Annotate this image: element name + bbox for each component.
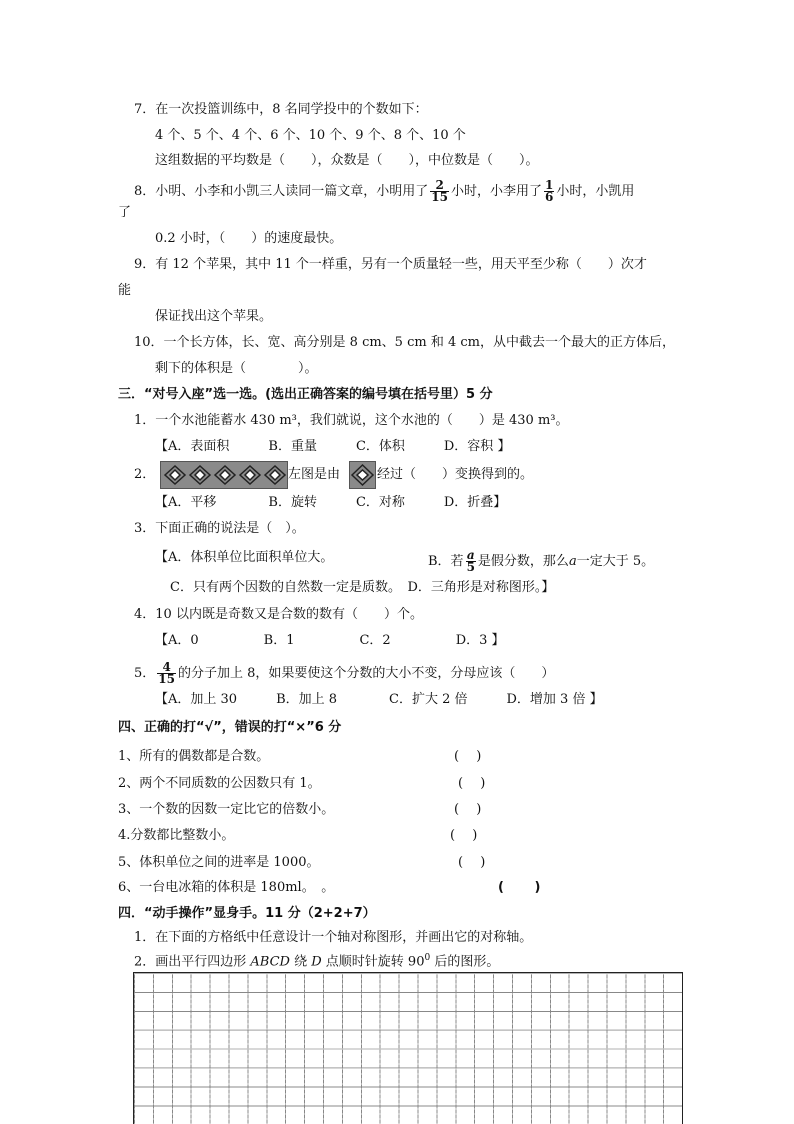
tf-answer-3[interactable]: ( ) — [454, 802, 482, 817]
tf-item-6: 6、一台电冰箱的体积是 180ml。 。 — [118, 880, 335, 895]
fraction-2-15 — [430, 180, 449, 203]
q9-line2: 保证找出这个苹果。 — [155, 309, 273, 324]
sec3-q5 — [134, 662, 554, 685]
q7-question: 这组数据的平均数是（ ），众数是（ ），中位数是（ ）。 — [155, 153, 539, 168]
sec3-q2-post: 经过（ ）变换得到的。 — [377, 467, 534, 482]
item2-text-b: 绕 — [289, 954, 312, 970]
section4-heading: 四、正确的打“√”，错误的打“×”6 分 — [118, 720, 342, 735]
optionB-text-c: 一定大于 5。 — [576, 554, 655, 569]
degree-superscript: 0 — [424, 953, 431, 963]
section5-heading: 四．“动手操作”显身手。11 分（2+2+7） — [118, 906, 376, 921]
tf-answer-2[interactable]: ( ) — [458, 776, 486, 791]
q7-data: 4 个、5 个、4 个、6 个、10 个、9 个、8 个、10 个 — [155, 128, 466, 143]
fraction-a-5 — [466, 550, 476, 573]
item2-var-d: D — [311, 954, 322, 970]
fraction-4-15 — [157, 662, 176, 685]
fraction-denominator: 15 — [431, 190, 448, 204]
fraction-denominator: 15 — [158, 672, 175, 686]
fraction-numerator: 4 — [157, 662, 176, 674]
tf-item-2: 2、两个不同质数的公因数只有 1。 — [118, 776, 321, 791]
grid-paper[interactable] — [133, 972, 683, 1124]
fraction-numerator: 2 — [430, 180, 449, 192]
tf-item-1: 1、所有的偶数都是合数。 — [118, 749, 270, 764]
q10-line1: 10．一个长方体，长、宽、高分别是 8 cm、5 cm 和 4 cm，从中截去一个最大的正方体后， — [134, 335, 675, 350]
tf-answer-1[interactable]: ( ) — [454, 749, 482, 764]
item2-var-abcd: ABCD — [250, 954, 290, 970]
diamond-pattern-strip — [160, 461, 288, 489]
sec3-q2-options: 【A．平移 B．旋转 C．对称 D．折叠】 — [155, 495, 507, 510]
sec3-q2-mid: 左图是由 — [288, 467, 341, 482]
tf-item-5: 5、体积单位之间的进率是 1000。 — [118, 855, 320, 870]
q9-wrap: 能 — [118, 283, 132, 298]
q8-text-c: 小时，小凯用 — [556, 184, 635, 199]
sec3-q5-options: 【A．加上 30 B．加上 8 C．扩大 2 倍 D．增加 3 倍 】 — [155, 692, 603, 707]
sec3-q4: 4．10 以内既是奇数又是合数的数有（ ）个。 — [134, 607, 423, 622]
fraction-denominator: 6 — [545, 190, 554, 204]
sec3-q1: 1．一个水池能蓄水 430 m³，我们就说，这个水池的（ ）是 430 m³。 — [134, 413, 569, 428]
optionB-variable: a — [568, 554, 577, 569]
tf-answer-6[interactable]: ( ) — [498, 880, 541, 895]
q5-text: 的分子加上 8，如果要使这个分数的大小不变，分母应该（ ） — [177, 666, 555, 681]
optionB-text-b: 是假分数，那么 — [477, 554, 569, 569]
tf-item-4: 4.分数都比整数小。 — [118, 828, 235, 843]
q8-text-b: 小时，小李用了 — [450, 184, 542, 199]
grid-dash-overlay — [134, 973, 682, 1124]
q9-line1: 9．有 12 个苹果，其中 11 个一样重，另有一个质量轻一些，用天平至少称（ ）次才 — [134, 257, 647, 272]
sec3-q2-number: 2． — [134, 467, 156, 482]
fraction-1-6 — [544, 180, 554, 203]
sec3-q4-options: 【A．0 B．1 C．2 D．3 】 — [155, 633, 505, 648]
tf-answer-5[interactable]: ( ) — [458, 855, 486, 870]
sec5-item-2 — [134, 950, 499, 970]
single-diamond-tile — [349, 461, 376, 489]
sec5-item-1: 1．在下面的方格纸中任意设计一个轴对称图形，并画出它的对称轴。 — [134, 930, 533, 945]
fraction-denominator: 5 — [466, 560, 475, 574]
tf-item-3: 3、一个数的因数一定比它的倍数小。 — [118, 802, 335, 817]
q8-text-a: 8．小明、小李和小凯三人读同一篇文章，小明用了 — [134, 184, 429, 199]
fraction-numerator: a — [466, 548, 475, 562]
q5-number: 5． — [134, 666, 156, 681]
tf-answer-4[interactable]: ( ) — [450, 828, 478, 843]
sec3-q3-optionA: 【A．体积单位比面积单位大。 — [155, 550, 334, 565]
item2-text-d: 后的图形。 — [430, 954, 500, 970]
fraction-numerator: 1 — [545, 178, 554, 192]
q7-line1: 7．在一次投篮训练中，8 名同学投中的个数如下： — [134, 102, 428, 117]
sec3-q3-optionsCD: C．只有两个因数的自然数一定是质数。 D．三角形是对称图形。】 — [170, 580, 555, 595]
q8-line1 — [134, 180, 634, 203]
section3-heading: 三．“对号入座”选一选。(选出正确答案的编号填在括号里）5 分 — [118, 387, 493, 402]
item2-text-a: 2．画出平行四边形 — [134, 954, 251, 970]
sec3-q3: 3．下面正确的说法是（ ）。 — [134, 521, 305, 536]
q8-wrap: 了 — [118, 205, 132, 220]
sec3-q3-optionB — [428, 550, 654, 573]
q10-line2: 剩下的体积是（ ）。 — [155, 361, 318, 376]
q8-line2: 0.2 小时，（ ）的速度最快。 — [155, 231, 343, 246]
optionB-text-a: B．若 — [428, 554, 464, 569]
sec3-q1-options: 【A．表面积 B．重量 C．体积 D．容积 】 — [155, 439, 511, 454]
item2-text-c: 点顺时针旋转 90 — [321, 954, 425, 970]
